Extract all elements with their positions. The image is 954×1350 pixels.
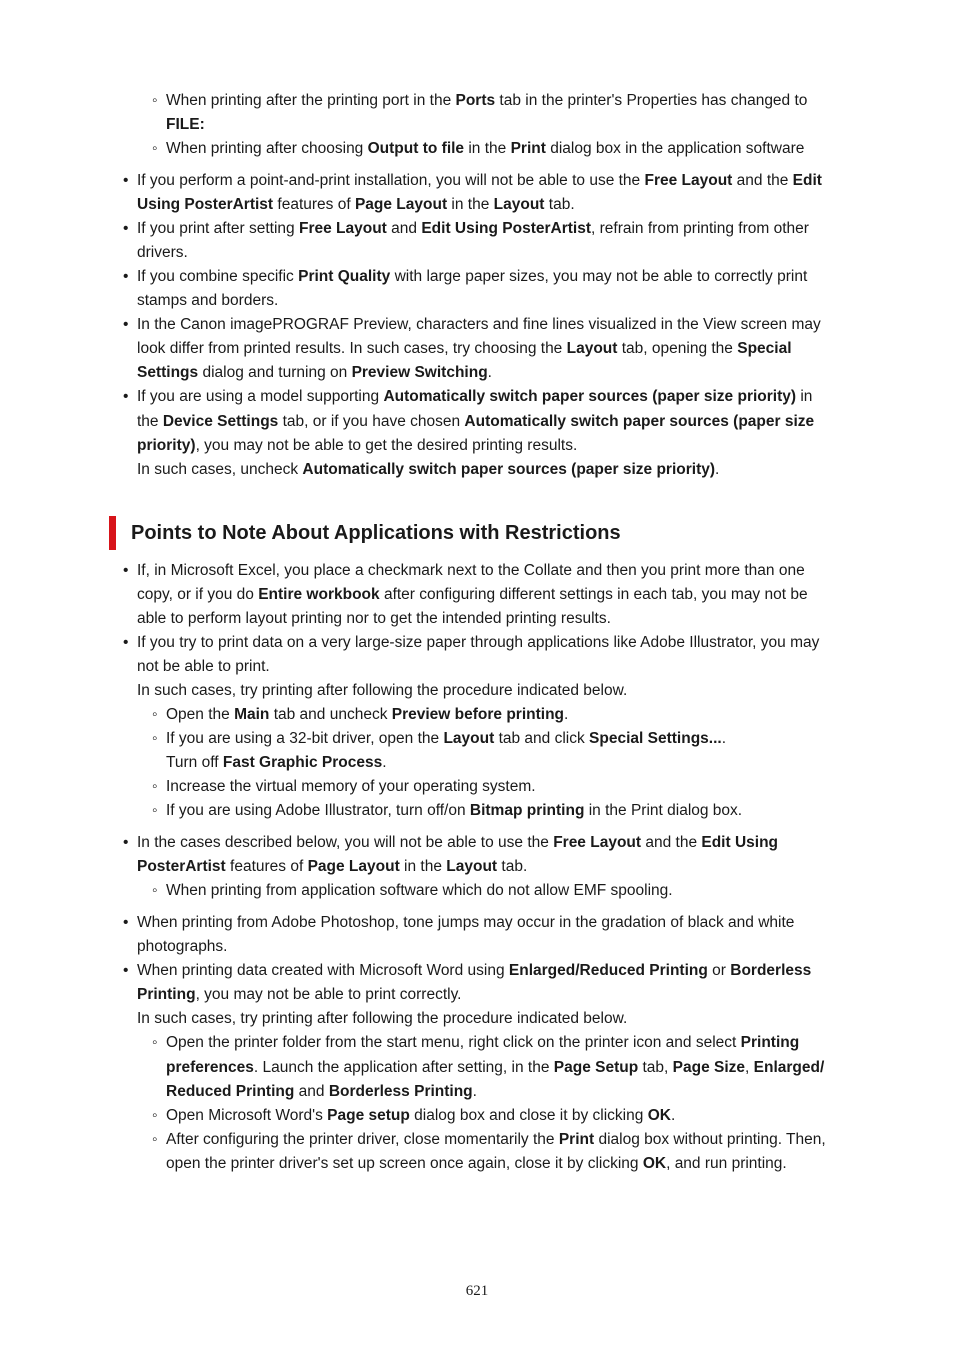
text: and: [386, 220, 422, 237]
text: with large paper sizes, you may not be able to correctly print: [390, 268, 808, 285]
bold-term: Reduced Printing: [166, 1083, 295, 1100]
bold-term: Enlarged/: [753, 1059, 825, 1076]
bold-term: Preview before printing: [391, 706, 565, 723]
text: In such cases, try printing after following the procedure indicated below.: [137, 682, 628, 699]
bullet-marker: •: [123, 316, 129, 333]
bold-term: Layout: [443, 730, 495, 747]
text: tab.: [497, 858, 528, 875]
heading-accent-bar: [109, 516, 116, 550]
list-item-continuation: [137, 935, 228, 959]
bold-term: Automatically switch paper sources (paper size: [464, 413, 815, 430]
bold-term: Layout: [493, 196, 545, 213]
text: open the printer driver's set up screen once again, close it by clicking: [166, 1155, 643, 1172]
bold-term: preferences: [166, 1059, 254, 1076]
section-heading: Points to Note About Applications with Restrictions: [131, 522, 621, 544]
bullet-marker: •: [123, 268, 129, 285]
list-item: [166, 1031, 799, 1055]
page-number: 621: [465, 1283, 489, 1299]
text: , and run printing.: [666, 1155, 787, 1172]
bold-term: Print: [510, 140, 546, 157]
bullet-marker: •: [123, 634, 129, 651]
list-item-continuation: [137, 655, 270, 679]
list-item-continuation: [137, 983, 461, 1007]
list-item: [137, 217, 809, 241]
bold-term: Page Layout: [307, 858, 400, 875]
sub-bullet-marker: ◦: [152, 882, 158, 899]
sub-bullet-marker: ◦: [152, 706, 158, 723]
text: and the: [641, 834, 702, 851]
text: .: [472, 1083, 477, 1100]
text: , you may not be able to print correctly.: [195, 986, 462, 1003]
text: dialog box and close it by clicking: [409, 1107, 648, 1124]
bold-term: Special: [737, 340, 792, 357]
list-item-continuation: [137, 679, 627, 703]
bullet-marker: •: [123, 834, 129, 851]
bold-term: Automatically switch paper sources (paper size priority): [302, 461, 716, 478]
list-item: [166, 879, 673, 903]
bold-term: Entire workbook: [258, 586, 380, 603]
list-item: [137, 313, 821, 337]
list-item: [137, 385, 812, 409]
bold-term: Page setup: [327, 1107, 410, 1124]
bold-term: Bitmap printing: [469, 802, 585, 819]
text: dialog box without printing. Then,: [594, 1131, 826, 1148]
text: , you may not be able to get the desired printing results.: [195, 437, 578, 454]
bold-term: Print: [558, 1131, 595, 1148]
text: If you are using Adobe Illustrator, turn off/on: [166, 802, 470, 819]
bold-term: Special Settings...: [589, 730, 722, 747]
text: In the Canon imagePROGRAF Preview, characters and fine lines visualized in the View screen may: [137, 316, 821, 333]
list-item-continuation: [137, 607, 611, 631]
list-item: [137, 831, 778, 855]
text: If, in Microsoft Excel, you place a checkmark next to the Collate and then you print more than one: [137, 562, 805, 579]
text: If you are using a 32-bit driver, open the: [166, 730, 444, 747]
text: tab, opening the: [617, 340, 738, 357]
text: drivers.: [137, 244, 188, 261]
list-item: [166, 1104, 675, 1128]
text: When printing after the printing port in the: [166, 92, 456, 109]
text: features of: [273, 196, 355, 213]
bullet-marker: •: [123, 388, 129, 405]
list-item: [166, 799, 742, 823]
text: tab,: [638, 1059, 673, 1076]
bold-term: Edit: [792, 172, 822, 189]
text: When printing from Adobe Photoshop, tone jumps may occur in the gradation of black and white: [137, 914, 795, 931]
text: look differ from printed results. In such cases, try choosing the: [137, 340, 567, 357]
bold-term: Using PosterArtist: [137, 196, 274, 213]
bold-term: Edit Using PosterArtist: [421, 220, 591, 237]
text: Open the: [166, 706, 235, 723]
bold-term: Preview Switching: [351, 364, 488, 381]
sub-bullet-marker: ◦: [152, 1131, 158, 1148]
list-item-continuation: [137, 458, 719, 482]
list-item: [166, 775, 536, 799]
bold-term: Layout: [566, 340, 618, 357]
bold-term: priority): [137, 437, 196, 454]
text: Open Microsoft Word's: [166, 1107, 328, 1124]
bold-term: Edit Using: [701, 834, 779, 851]
text: in the: [399, 858, 447, 875]
text: dialog and turning on: [198, 364, 352, 381]
text: .: [715, 461, 720, 478]
list-item: [166, 137, 804, 161]
list-item-continuation: [137, 434, 577, 458]
bold-term: PosterArtist: [137, 858, 226, 875]
bold-term: Ports: [455, 92, 496, 109]
text: tab and click: [494, 730, 590, 747]
list-item-continuation: [137, 289, 278, 313]
text: tab and uncheck: [269, 706, 392, 723]
list-item: [137, 959, 811, 983]
bold-term: Enlarged/Reduced Printing: [508, 962, 708, 979]
list-item: [137, 559, 805, 583]
list-item-continuation: [137, 361, 492, 385]
list-item-continuation: [137, 855, 527, 879]
list-item-continuation: [137, 1007, 627, 1031]
text: When printing data created with Microsoft Word using: [137, 962, 509, 979]
text: tab, or if you have chosen: [278, 413, 465, 430]
bullet-marker: •: [123, 172, 129, 189]
text: and: [294, 1083, 329, 1100]
sub-bullet-marker: ◦: [152, 778, 158, 795]
text: In such cases, try printing after following the procedure indicated below.: [137, 1010, 628, 1027]
list-item: [137, 169, 822, 193]
list-item-continuation: [137, 337, 792, 361]
bold-term: Output to file: [367, 140, 465, 157]
list-item-continuation: [137, 583, 808, 607]
sub-bullet-marker: ◦: [152, 1107, 158, 1124]
text: . Launch the application after setting, in the: [253, 1059, 554, 1076]
text: Increase the virtual memory of your operating system.: [166, 778, 536, 795]
text: the: [137, 413, 163, 430]
text: not be able to print.: [137, 658, 270, 675]
text: Turn off: [166, 754, 223, 771]
bold-term: Printing: [137, 986, 196, 1003]
bold-term: OK: [642, 1155, 667, 1172]
list-item: [137, 265, 807, 289]
text: able to perform layout printing nor to get the intended printing results.: [137, 610, 611, 627]
sub-bullet-marker: ◦: [152, 92, 158, 109]
text: Open the printer folder from the start menu, right click on the printer icon and select: [166, 1034, 741, 1051]
bold-term: Main: [234, 706, 270, 723]
bold-term: OK: [647, 1107, 671, 1124]
bold-term: Page Setup: [553, 1059, 639, 1076]
text: in the: [447, 196, 494, 213]
text: , refrain from printing from other: [591, 220, 809, 237]
list-item: [166, 703, 568, 727]
list-item-continuation: [166, 113, 205, 137]
bullet-marker: •: [123, 914, 129, 931]
bold-term: Borderless: [730, 962, 812, 979]
list-item: [166, 727, 726, 751]
list-item: [166, 1128, 826, 1152]
text: ,: [745, 1059, 754, 1076]
list-item-continuation: [137, 241, 188, 265]
text: photographs.: [137, 938, 228, 955]
list-item-continuation: [137, 193, 575, 217]
bold-term: Free Layout: [644, 172, 733, 189]
text: .: [487, 364, 492, 381]
text: If you combine specific: [137, 268, 299, 285]
list-item: [166, 89, 807, 113]
text: in the: [464, 140, 511, 157]
bold-term: Page Layout: [354, 196, 448, 213]
sub-bullet-marker: ◦: [152, 1034, 158, 1051]
text: stamps and borders.: [137, 292, 279, 309]
bold-term: Device Settings: [162, 413, 279, 430]
text: and the: [732, 172, 793, 189]
text: in: [796, 388, 813, 405]
text: .: [670, 1107, 676, 1124]
text: tab.: [544, 196, 575, 213]
text: .: [564, 706, 569, 723]
list-item-continuation: [166, 1152, 787, 1176]
list-item: [137, 911, 794, 935]
text: .: [382, 754, 387, 771]
bold-term: Printing: [740, 1034, 800, 1051]
bold-term: Settings: [137, 364, 199, 381]
text: If you try to print data on a very large-size paper through applications like Adobe Illustrator, you may: [137, 634, 820, 651]
bold-term: Free Layout: [553, 834, 642, 851]
text: In such cases, uncheck: [137, 461, 303, 478]
bold-term: FILE:: [166, 116, 205, 133]
list-item: [137, 631, 819, 655]
bold-term: Layout: [446, 858, 498, 875]
text: dialog box in the application software: [545, 140, 805, 157]
bold-term: Automatically switch paper sources (paper size priority): [383, 388, 797, 405]
list-item-continuation: [166, 751, 387, 775]
text: features of: [225, 858, 308, 875]
list-item-continuation: [166, 1080, 477, 1104]
text: tab in the printer's Properties has changed to: [495, 92, 808, 109]
list-item-continuation: [137, 410, 814, 434]
text: in the Print dialog box.: [584, 802, 743, 819]
bold-term: Print Quality: [298, 268, 391, 285]
bold-term: Page Size: [672, 1059, 746, 1076]
text: After configuring the printer driver, close momentarily the: [166, 1131, 559, 1148]
sub-bullet-marker: ◦: [152, 802, 158, 819]
bold-term: Borderless Printing: [328, 1083, 473, 1100]
text: If you print after setting: [137, 220, 299, 237]
bullet-marker: •: [123, 562, 129, 579]
bold-term: Free Layout: [298, 220, 387, 237]
text: after configuring different settings in each tab, you may not be: [379, 586, 808, 603]
text: or: [707, 962, 731, 979]
list-item-continuation: [166, 1056, 824, 1080]
bullet-marker: •: [123, 962, 129, 979]
bullet-marker: •: [123, 220, 129, 237]
text: In the cases described below, you will not be able to use the: [137, 834, 554, 851]
text: When printing from application software which do not allow EMF spooling.: [166, 882, 673, 899]
sub-bullet-marker: ◦: [152, 140, 158, 157]
text: If you are using a model supporting: [137, 388, 384, 405]
bold-term: Fast Graphic Process: [222, 754, 383, 771]
text: When printing after choosing: [166, 140, 368, 157]
text: If you perform a point-and-print installation, you will not be able to use the: [137, 172, 645, 189]
sub-bullet-marker: ◦: [152, 730, 158, 747]
text: copy, or if you do: [137, 586, 259, 603]
text: .: [721, 730, 727, 747]
